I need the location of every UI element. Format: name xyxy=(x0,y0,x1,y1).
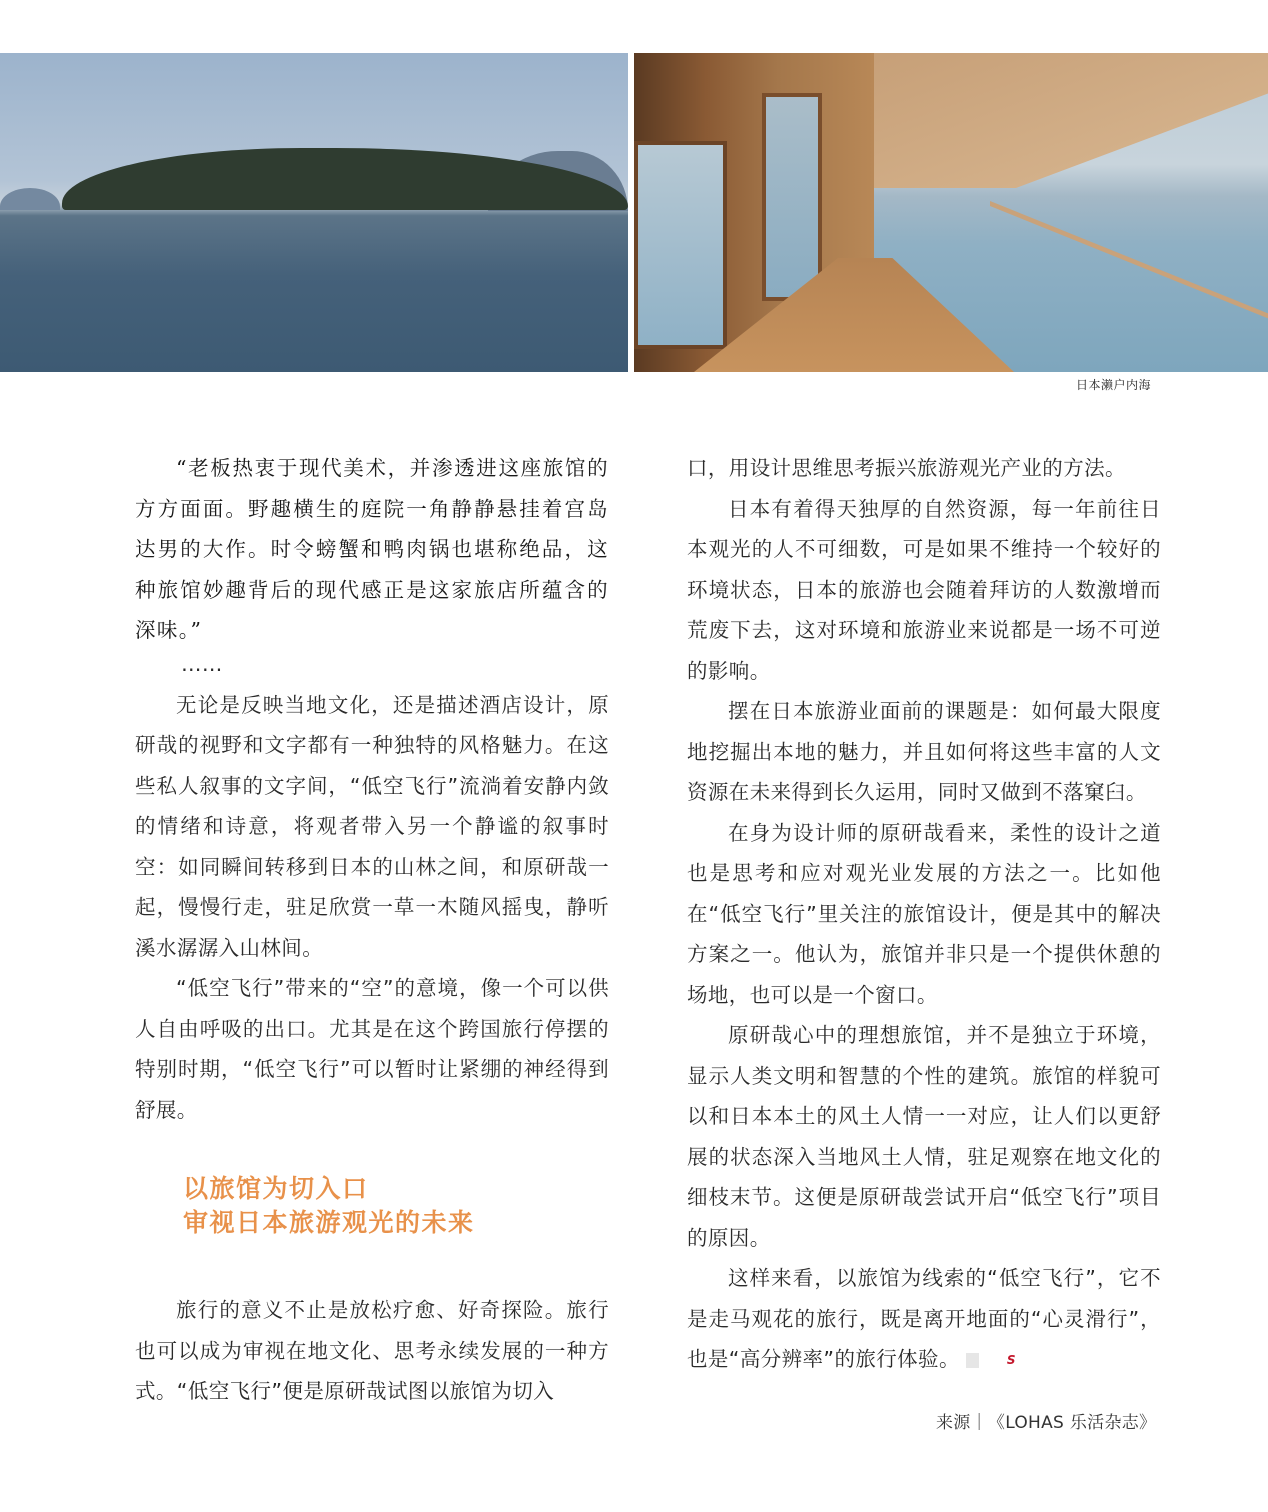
article-column-left xyxy=(135,448,609,1412)
quote-paragraph: “老板热衷于现代美术，并渗透进这座旅馆的方方面面。野趣横生的庭院一角静静悬挂着宫岛达男的大作。时令螃蟹和鸭肉锅也堪称绝品，这种旅馆妙趣背后的现代感正是这家旅店所蕴含的深味。” xyxy=(135,456,609,642)
paragraph: 摆在日本旅游业面前的课题是：如何最大限度地挖掘出本地的魅力，并且如何将这些丰富的人文资源在未来得到长久运用，同时又做到不落窠臼。 xyxy=(687,699,1161,804)
paragraph: 旅行的意义不止是放松疗愈、好奇探险。旅行也可以成为审视在地文化、思考永续发展的一种方式。“低空飞行”便是原研哉试图以旅馆为切入 xyxy=(135,1298,609,1403)
paragraph: 日本有着得天独厚的自然资源，每一年前往日本观光的人不可细数，可是如果不维持一个较好的环境状态，日本的旅游也会随着拜访的人数激增而荒废下去，这对环境和旅游业来说都是一场不可逆的影响。 xyxy=(687,496,1161,683)
distant-mountain-left xyxy=(0,188,60,210)
paragraph-final xyxy=(687,1258,1161,1380)
window-pane xyxy=(762,93,822,301)
island-sea-photo xyxy=(0,53,628,372)
section-heading-line2: 审视日本旅游观光的未来 xyxy=(183,1208,475,1237)
paragraph: 无论是反映当地文化，还是描述酒店设计，原研哉的视野和文字都有一种独特的风格魅力。在这些私人叙事的文字间，“低空飞行”流淌着安静内敛的情绪和诗意，将观者带入另一个静谧的叙事时空：如同瞬间转移到日本的山林之间，和原研哉一起，慢慢行走，驻足欣赏一草一木随风摇曳，静听溪水潺潺入山林间。 xyxy=(135,692,609,960)
source-credit: 来源｜《LOHAS 乐活杂志》 xyxy=(936,1413,1157,1433)
paragraph-text: 这样来看，以旅馆为线索的“低空飞行”，它不是走马观花的旅行，既是离开地面的“心灵滑行”，也是“高分辨率”的旅行体验。 xyxy=(687,1266,1161,1371)
photo-caption: 日本濑户内海 xyxy=(1076,378,1152,392)
paragraph: 在身为设计师的原研哉看来，柔性的设计之道也是思考和应对观光业发展的方法之一。比如他在“低空飞行”里关注的旅馆设计，便是其中的解决方案之一。他认为，旅馆并非只是一个提供休憩的场地，也可以是一个窗口。 xyxy=(687,820,1161,1007)
glass-railing xyxy=(990,201,1268,372)
article-column-right xyxy=(687,448,1161,1380)
ellipsis: …… xyxy=(181,651,223,676)
window-pane xyxy=(634,141,727,349)
paragraph: “低空飞行”带来的“空”的意境，像一个可以供人自由呼吸的出口。尤其是在这个跨国旅行停摆的特别时期，“低空飞行”可以暂时让紧绷的神经得到舒展。 xyxy=(135,976,609,1122)
paragraph-continued: 口，用设计思维思考振兴旅游观光产业的方法。 xyxy=(687,456,1126,480)
ryokan-veranda-photo xyxy=(634,53,1268,372)
section-heading-line1: 以旅馆为切入口 xyxy=(183,1174,369,1203)
paragraph: 原研哉心中的理想旅馆，并不是独立于环境，显示人类文明和智慧的个性的建筑。旅馆的样貌可以和日本本土的风土人情一一对应，让人们以更舒展的状态深入当地风土人情，驻足观察在地文化的细枝末节。这便是原研哉尝试开启“低空飞行”项目的原因。 xyxy=(687,1023,1161,1250)
section-heading xyxy=(183,1172,609,1240)
end-mark-icon: S xyxy=(966,1353,979,1368)
